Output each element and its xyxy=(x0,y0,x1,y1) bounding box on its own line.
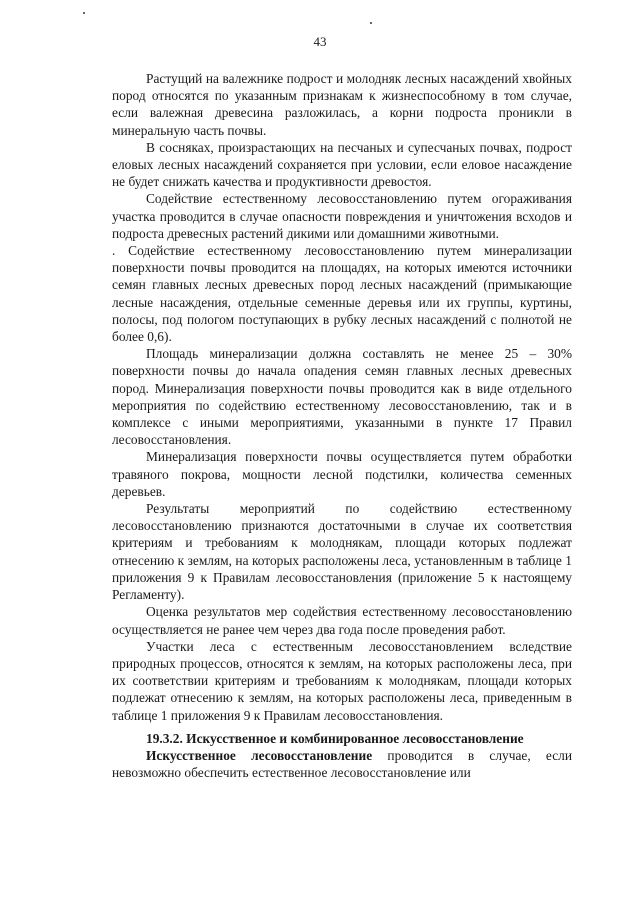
paragraph: Содействие естественному лесовосстановлению путем огораживания участка проводится в случае опасности повреждения и уничтожения всходов и подроста древесных растений дикими или домашними животными. xyxy=(112,191,572,241)
lead-term: Искусственное лесовосстановление xyxy=(146,747,373,763)
paragraph: Площадь минерализации должна составлять не менее 25 – 30% поверхности почвы до начала опадения семян главных лесных древесных пород. Минерализация поверхности почвы проводится как в виде отдельного мероприятия по содействию естественному лесовосстановлению, так и в комплексе с иными мероприятиями, указанными в пункте 17 Правил лесовосстановления. xyxy=(112,346,572,448)
section-heading: 19.3.2. Искусственное и комбинированное лесовосстановление xyxy=(146,730,524,746)
paragraph: Оценка результатов мер содействия естественному лесовосстановлению осуществляется не ранее чем через два года после проведения работ. xyxy=(112,604,572,637)
paragraph: Минерализация поверхности почвы осуществляется путем обработки травяного покрова, мощности лесной подстилки, количества семенных деревьев. xyxy=(112,449,572,499)
paragraph-last xyxy=(112,747,572,781)
paragraph: Результаты мероприятий по содействию естественному лесовосстановлению признаются достаточными в случае их соответствия критериям и требованиям к молоднякам, площади которых подлежат отнесению к землям, на которых расположены леса, установленным в таблице 1 приложения 9 к Правилам лесовосстановления (приложение 5 к настоящему Регламенту). xyxy=(112,501,572,603)
page-number: 43 xyxy=(313,34,327,49)
paragraph-rest: проводится в случае, если невозможно обеспечить естественное лесовосстановление или xyxy=(112,747,572,781)
paragraph: В сосняках, произрастающих на песчаных и супесчаных почвах, подрост еловых лесных насаждений сохраняется при условии, если еловое насаждение не будет снижать качества и продуктивности древостоя. xyxy=(112,139,572,190)
paragraph: Участки леса с естественным лесовосстановлением вследствие природных процессов, относятся к землям, на которых расположены леса, при их соответствии критериям и требованиям к молоднякам, площади которых подлежат отнесению к землям, на которых расположены леса, приведенным в таблице 1 приложения 9 к Правилам лесовосстановления. xyxy=(112,638,572,723)
paragraph: . Содействие естественному лесовосстановлению путем минерализации поверхности почвы проводится на площадях, на которых имеются источники семян главных лесных древесных пород лесных насаждений (примыкающие лесные насаждения, отдельные семенные деревья или их группы, куртины, полосы, под пологом поступающих в рубку лесных насаждений с полнотой не более 0,6). xyxy=(112,243,572,345)
paragraph: Растущий на валежнике подрост и молодняк лесных насаждений хвойных пород относятся по указанным признакам к жизнеспособному в том случае, если валежная древесина разложилась, а корни подроста проникли в минеральную часть почвы. xyxy=(112,71,572,138)
scan-mark xyxy=(370,22,372,24)
scan-mark xyxy=(83,12,85,14)
document-body xyxy=(112,70,572,781)
